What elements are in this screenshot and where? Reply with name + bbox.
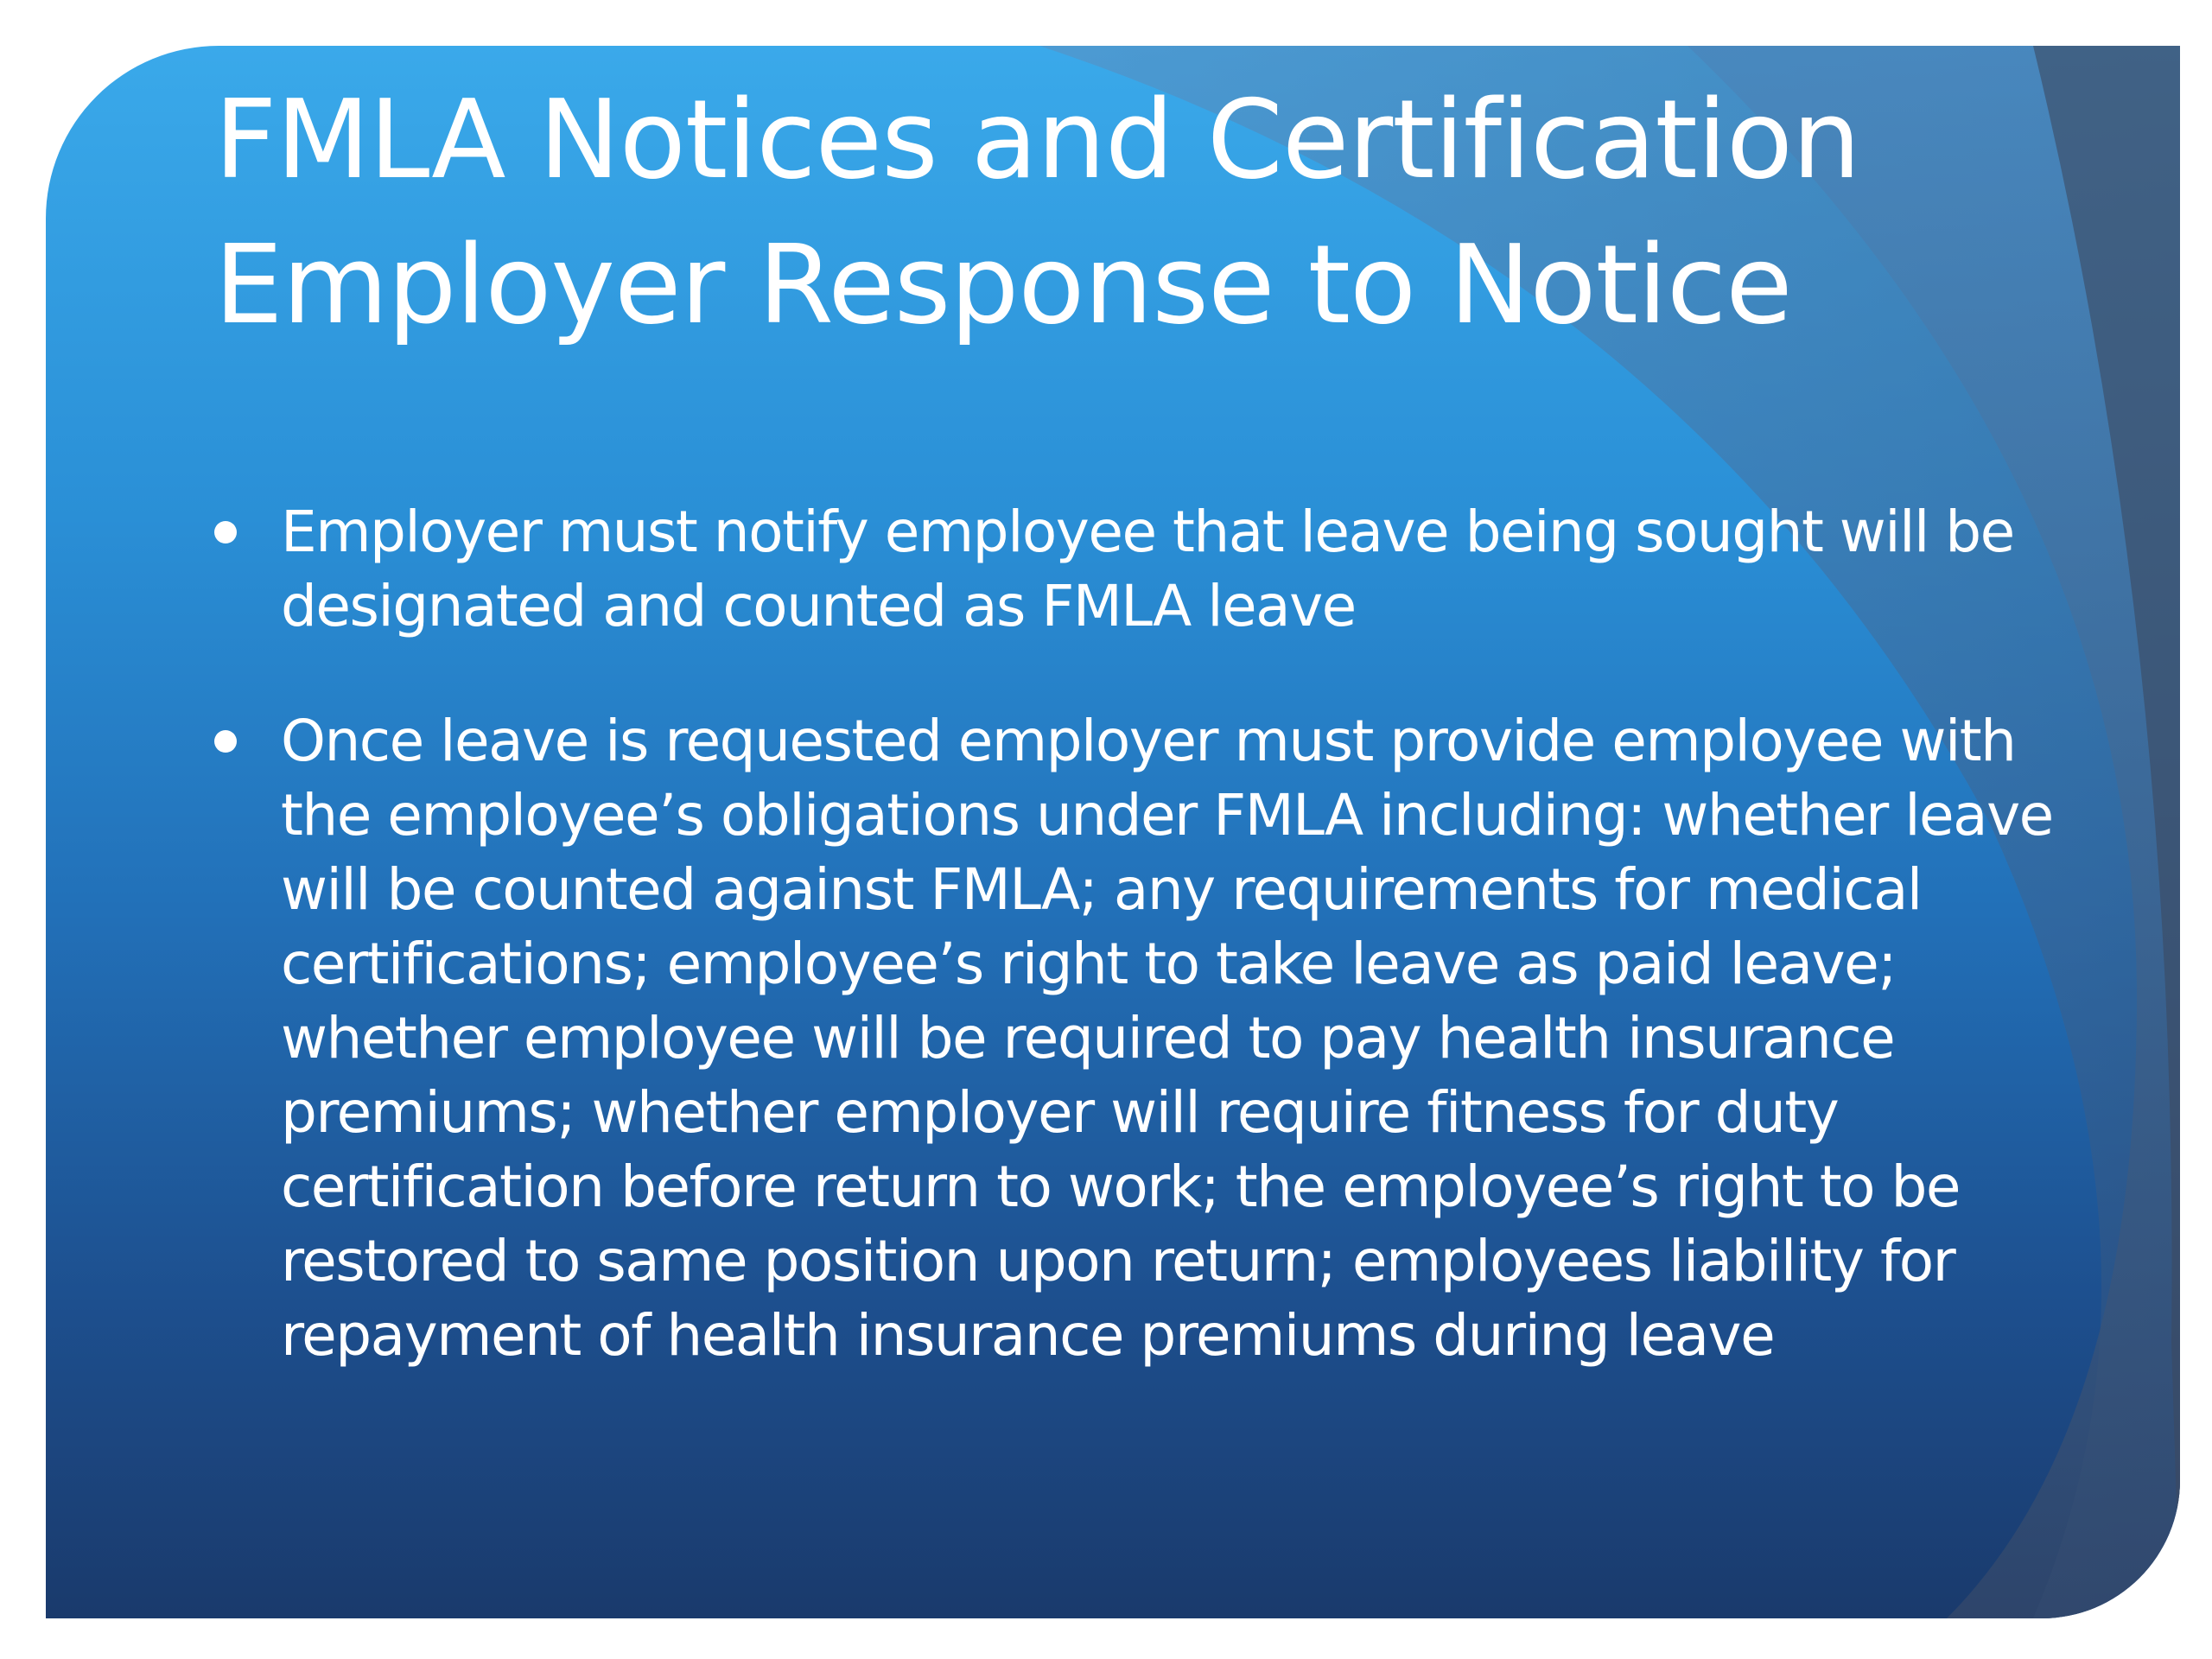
bullet-list (214, 495, 2055, 1373)
bullet-item (214, 704, 2055, 1373)
slide (46, 46, 2180, 1618)
slide-title-line: FMLA Notices and Certification (214, 76, 1860, 203)
bullet-item (214, 495, 2055, 644)
bullet-text: Once leave is requested employer must provide employee with the employee’s obligations under FMLA including: whether leave will be counted against FMLA; any requirements for medical certifications; employee’s right to take leave as paid leave; whether employee will be required to pay health insurance premiums; whether employer will require fitness for duty certification before return to work; the employee’s right to be restored to same position upon return; employees liability for repayment of health insurance premiums during leave (281, 708, 2053, 1369)
slide-subtitle-line: Employer Response to Notice (214, 221, 1792, 348)
slide-title (214, 67, 2072, 358)
bullet-dot-icon (214, 730, 237, 753)
bullet-dot-icon (214, 521, 237, 543)
bullet-text: Employer must notify employee that leave being sought will be designated and counted as FMLA leave (281, 499, 2014, 639)
